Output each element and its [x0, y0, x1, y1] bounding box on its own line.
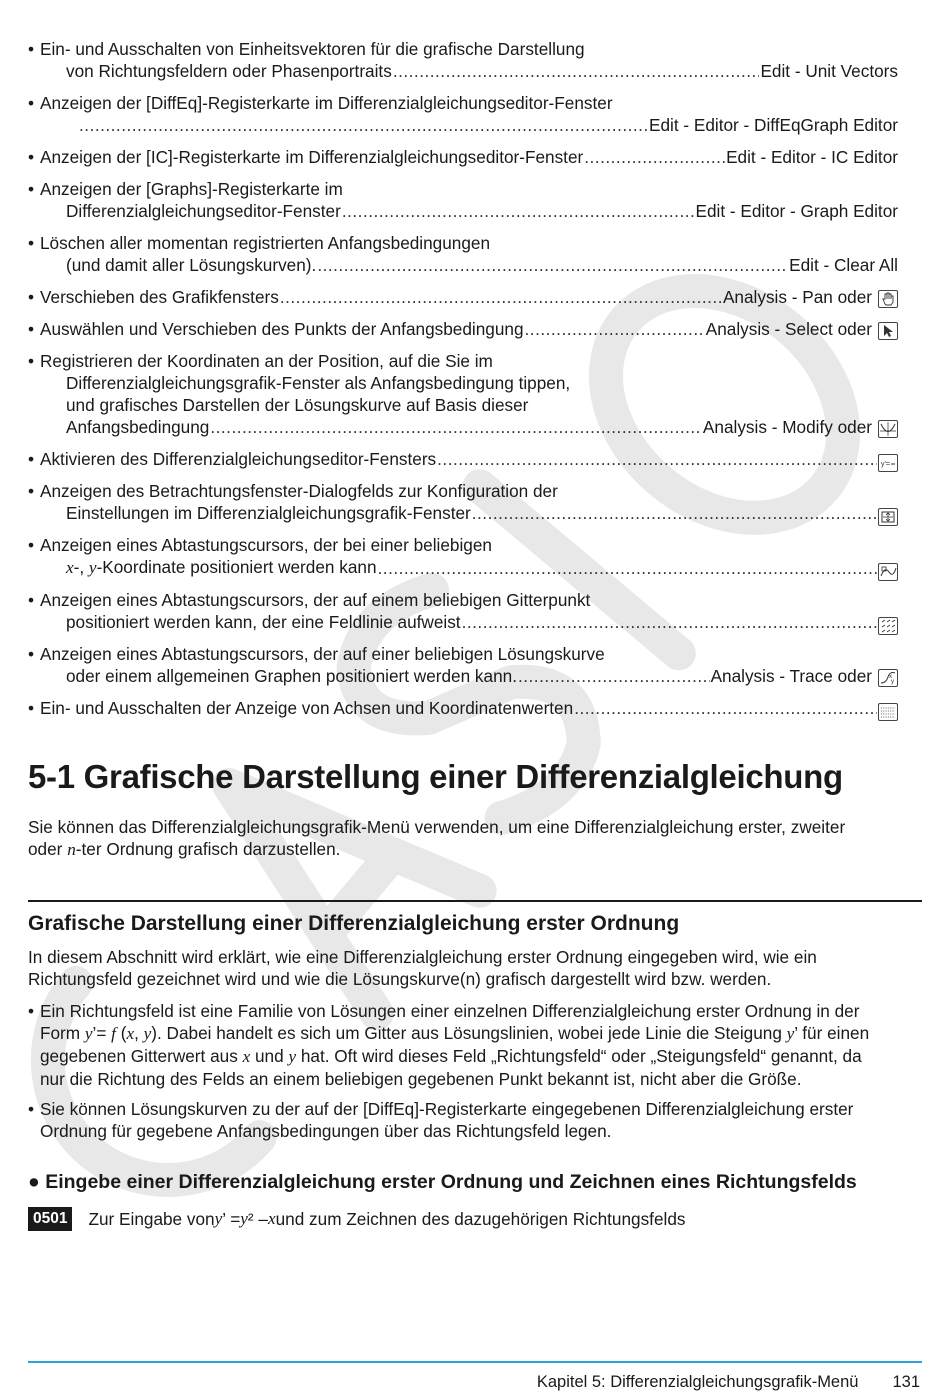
trace-xy-icon[interactable] — [878, 669, 898, 687]
page-number: 131 — [892, 1373, 920, 1391]
menu-reference: Edit - Editor - DiffEqGraph Editor — [648, 115, 898, 135]
modify-graph-icon[interactable] — [878, 420, 898, 438]
item-text: • Anzeigen eines Abtastungscursors, der auf einem beliebigen Gitterpunkt — [28, 589, 898, 611]
menu-reference: Analysis - Select oder — [705, 319, 872, 339]
menu-item-unit-vectors: • Ein- und Ausschalten von Einheitsvektoren für die grafische Darstellung von Richtungsfeldern oder Phasenportraits ..... Edit - Unit Vectors — [28, 38, 898, 82]
pan-hand-icon[interactable] — [878, 290, 898, 308]
section-divider — [28, 900, 922, 902]
menu-reference: Edit - Editor - Graph Editor — [695, 201, 898, 221]
menu-item-select: • Auswählen und Verschieben des Punkts der Anfangsbedingung ..... Analysis - Select oder — [28, 318, 898, 340]
menu-item-trace: • Anzeigen eines Abtastungscursors, der auf einer beliebigen Lösungskurve oder einem allgemeinen Graphen positioniert werden kann. ..... Analysis - Trace oder x y — [28, 643, 898, 687]
solution-curves-bullet: • Sie können Lösungskurven zu der auf der [DiffEq]-Registerkarte eingegebenen Differenzialgleichung erster Ordnung für gegebene Anfangsbedingungen über das Richtungsfeld legen. — [28, 1098, 922, 1142]
page-footer — [537, 1373, 920, 1392]
section-title: 5-1 Grafische Darstellung einer Differenzialgleichung — [28, 758, 843, 795]
menu-item-activate-editor: • Aktivieren des Differenzialgleichungseditor-Fensters ..... y'= — [28, 448, 898, 470]
item-text: • Ein- und Ausschalten von Einheitsvektoren für die grafische Darstellung — [28, 38, 898, 60]
menu-reference: Analysis - Modify oder — [702, 417, 872, 437]
item-text: • Anzeigen eines Abtastungscursors, der bei einer beliebigen — [28, 534, 898, 556]
menu-item-axes-toggle: • Ein- und Ausschalten der Anzeige von Achsen und Koordinatenwerten ..... — [28, 697, 898, 719]
svg-text:x: x — [889, 674, 892, 680]
menu-item-diffeq-editor — [28, 92, 898, 136]
view-window-icon[interactable] — [878, 508, 898, 526]
item-text: • Löschen aller momentan registrierten Anfangsbedingungen — [28, 232, 898, 254]
menu-command-list — [28, 38, 898, 729]
editor-window-icon[interactable] — [878, 454, 898, 472]
item-text: • Anzeigen der [Graphs]-Registerkarte im — [28, 178, 898, 200]
item-text: • Registrieren der Koordinaten an der Position, auf die Sie im — [28, 350, 898, 372]
menu-item-trace-cursor: • Anzeigen eines Abtastungscursors, der bei einer beliebigen x-, y-Koordinate positioniert werden kann ..... — [28, 534, 898, 579]
menu-item-graph-editor: • Anzeigen der [Graphs]-Registerkarte im Differenzialgleichungseditor-Fenster ..... Edit - Editor - Graph Editor — [28, 178, 898, 222]
menu-reference: Edit - Unit Vectors — [760, 61, 898, 81]
menu-item-view-window: • Anzeigen des Betrachtungsfenster-Dialogfelds zur Konfiguration der Einstellungen im Differenzialgleichungsgrafik-Fenster ..... — [28, 480, 898, 524]
example-heading: ● Eingebe einer Differenzialgleichung erster Ordnung und Zeichnen eines Richtungsfelds — [28, 1171, 857, 1193]
menu-reference: Analysis - Trace oder — [710, 666, 872, 686]
menu-reference: Edit - Editor - IC Editor — [726, 147, 898, 167]
svg-text:y'=: y'= — [881, 461, 890, 468]
menu-item-ic-editor: • Anzeigen der [IC]-Registerkarte im Differenzialgleichungseditor-Fenster ..... Edit - Editor - IC Editor — [28, 146, 898, 168]
menu-item-modify: • Registrieren der Koordinaten an der Position, auf die Sie im Differenzialgleichungsgrafik-Fenster als Anfangsbedingung tippen, und grafisches Darstellen der Lösungskurve auf Basis dieser Anfangsbedingung ..... Analysis - Modify oder — [28, 350, 898, 438]
menu-reference: Edit - Clear All — [789, 255, 898, 275]
section-intro: Sie können das Differenzialgleichungsgrafik-Menü verwenden, um eine Differenzialgleichung erster, zweiter oder n-ter Ordnung grafisch darzustellen. — [28, 817, 846, 859]
subsection-intro: In diesem Abschnitt wird erklärt, wie eine Differenzialgleichung erster Ordnung eingegeben wird, wie ein Richtungsfeld gezeichnet wird und wie die Lösungskurve(n) grafisch dargestellt wird bzw. werden. — [28, 947, 817, 989]
select-arrow-icon[interactable] — [878, 322, 898, 340]
example-line: 0501 Zur Eingabe von y ’ = y ² – x und zum Zeichnen des dazugehörigen Richtungsfelds — [28, 1207, 686, 1231]
trace-curve-icon[interactable] — [878, 563, 898, 581]
item-text: • Anzeigen des Betrachtungsfenster-Dialogfelds zur Konfiguration der — [28, 480, 898, 502]
field-trace-icon[interactable] — [878, 617, 898, 635]
item-text: • Anzeigen der [DiffEq]-Registerkarte im Differenzialgleichungseditor-Fenster — [28, 92, 898, 114]
item-text: • Anzeigen eines Abtastungscursors, der auf einer beliebigen Lösungskurve — [28, 643, 898, 665]
menu-item-grid-cursor: • Anzeigen eines Abtastungscursors, der auf einem beliebigen Gitterpunkt positioniert werden kann, der eine Feldlinie aufweist ..... — [28, 589, 898, 633]
menu-reference: Analysis - Pan oder — [722, 287, 872, 307]
subsection-title: Grafische Darstellung einer Differenzialgleichung erster Ordnung — [28, 912, 680, 935]
svg-text:y: y — [891, 679, 894, 685]
example-number-badge: 0501 — [28, 1207, 72, 1231]
footer-divider — [28, 1361, 922, 1363]
axes-grid-icon[interactable] — [878, 703, 898, 721]
footer-chapter: Kapitel 5: Differenzialgleichungsgrafik-Menü — [536, 1373, 859, 1391]
menu-item-pan: • Verschieben des Grafikfensters ..... Analysis - Pan oder — [28, 286, 898, 308]
direction-field-bullet: • Ein Richtungsfeld ist eine Familie von Lösungen einer einzelnen Differenzialgleichung erster Ordnung in der Form y’= f (x, y). Dabei handelt es sich um Gitter aus Lösungslinien, wobei jede Linie die Steigung y’ für einen gegebenen Gitterwert aus x und y hat. Oft wird dieses Feld „Richtungsfeld“ oder „Steigungsfeld“ genannt, da nur die Richtung des Felds an einem beliebigen gegebenen Punkt bekannt ist, nicht aber die Größe. — [28, 1000, 922, 1090]
menu-item-clear-all: • Löschen aller momentan registrierten Anfangsbedingungen (und damit aller Lösungskurven). ..... Edit - Clear All — [28, 232, 898, 276]
